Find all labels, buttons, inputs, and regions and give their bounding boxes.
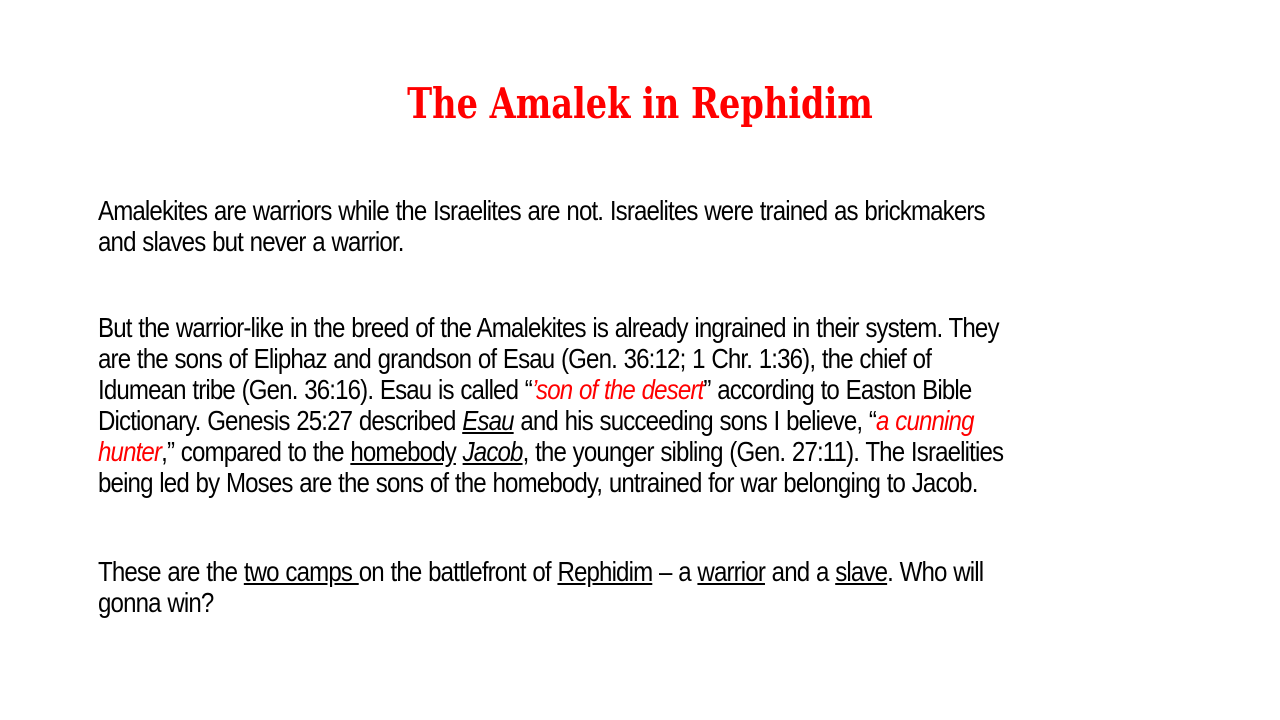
paragraph-line <box>98 405 1044 436</box>
text-run: and his succeeding sons I believe, “ <box>513 405 877 436</box>
paragraph-line: Amalekites are warriors while the Israelites are not. Israelites were trained as brickmakers <box>98 195 985 226</box>
paragraph-warriors <box>98 195 1044 257</box>
paragraph-line <box>98 436 1044 467</box>
paragraph-line <box>98 556 1044 587</box>
text-run: on the battlefront of <box>358 556 558 587</box>
paragraph-two-camps <box>98 556 1044 618</box>
quote-hunter: hunter <box>98 436 162 467</box>
text-run: – a <box>652 556 698 587</box>
term-homebody: homebody <box>350 436 456 467</box>
paragraph-line <box>98 374 1044 405</box>
text-run: ,” compared to the <box>161 436 351 467</box>
term-rephidim: Rephidim <box>557 556 653 587</box>
paragraph-line: being led by Moses are the sons of the homebody, untrained for war belonging to Jacob. <box>98 467 978 498</box>
slide-title: The Amalek in Rephidim <box>407 79 873 128</box>
paragraph-line: But the warrior-like in the breed of the Amalekites is already ingrained in their system. They <box>98 312 999 343</box>
text-run: . Who will <box>887 556 984 587</box>
paragraph-line: and slaves but never a warrior. <box>98 226 404 257</box>
paragraph-lineage <box>98 312 1044 498</box>
text-run: ” according to Easton Bible <box>703 374 972 405</box>
term-warrior: warrior <box>697 556 765 587</box>
paragraph-line: gonna win? <box>98 587 214 618</box>
text-run: , the younger sibling (Gen. 27:11). The Israelities <box>522 436 1004 467</box>
term-two-camps: two camps <box>243 556 359 587</box>
term-jacob: Jacob <box>462 436 523 467</box>
term-esau: Esau <box>462 405 514 436</box>
text-run: These are the <box>98 556 244 587</box>
term-slave: slave <box>835 556 888 587</box>
text-run: Dictionary. Genesis 25:27 described <box>98 405 463 436</box>
quote-a-cunning: a cunning <box>876 405 974 436</box>
quote-son-of-the-desert: ’son of the desert <box>531 374 704 405</box>
paragraph-line: are the sons of Eliphaz and grandson of Esau (Gen. 36:12; 1 Chr. 1:36), the chief of <box>98 343 932 374</box>
text-run: and a <box>764 556 836 587</box>
text-run: Idumean tribe (Gen. 36:16). Esau is called “ <box>98 374 532 405</box>
